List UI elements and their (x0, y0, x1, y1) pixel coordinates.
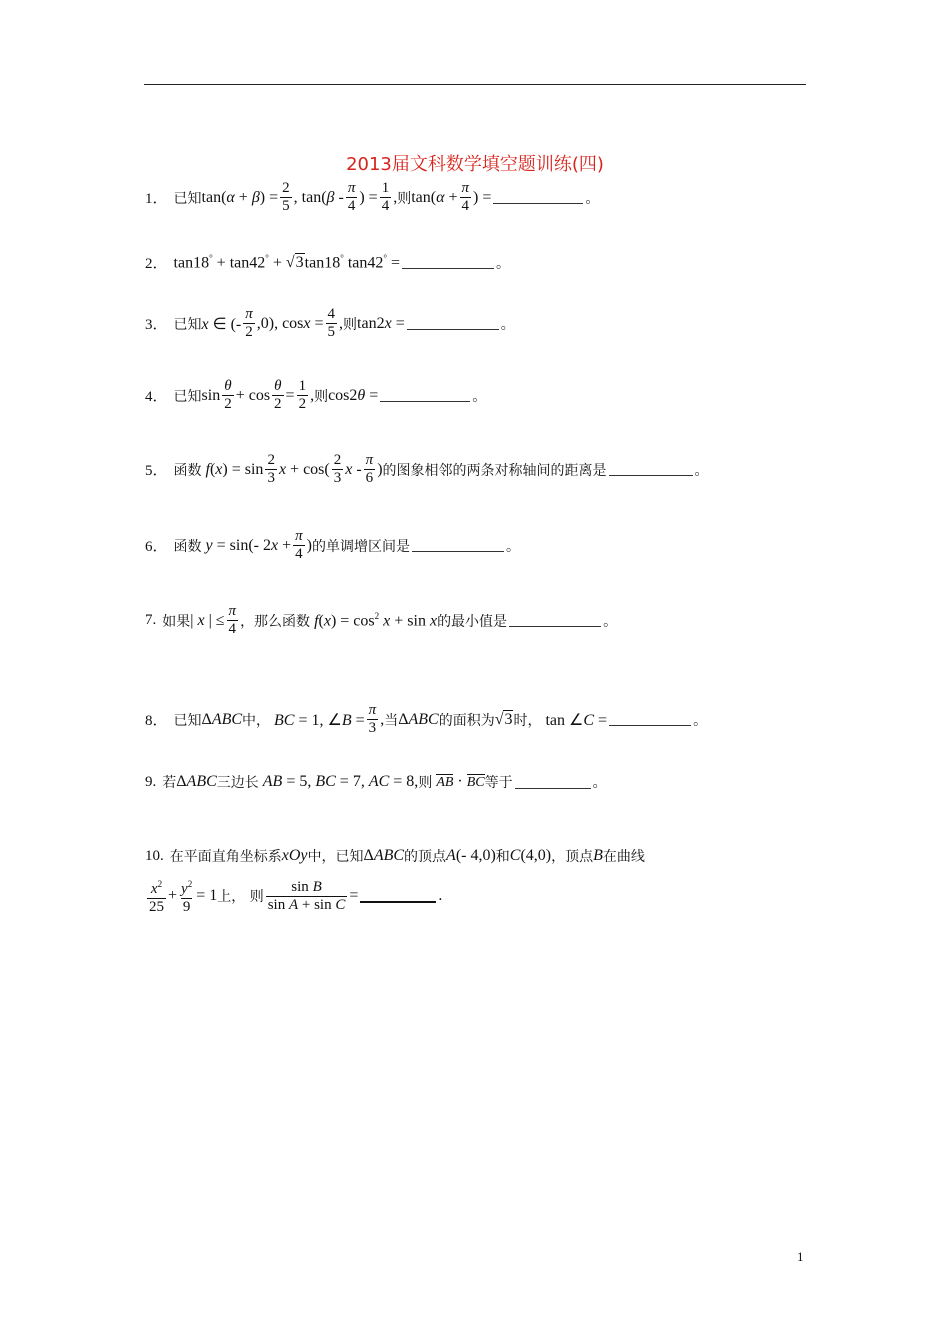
answer-blank[interactable] (493, 191, 583, 204)
page-number: 1 (797, 1249, 804, 1264)
answer-blank[interactable] (509, 614, 601, 627)
page-title: 2013届文科数学填空题训练(四) (346, 154, 604, 175)
answer-blank[interactable] (609, 713, 691, 726)
problem-3: 3． 已知 x ∈ (- $\frac{\pi}{2}$ ,0), cosx = $\frac{4}{5}$ , 则 tan2x = 。 (145, 306, 515, 340)
problem-6: 6． 函数 y = sin(- 2x + $\frac{\pi}{4}$ ) 的单调增区间是 。 (145, 528, 520, 562)
problem-7: 7. 如果 | x | ≤ $\frac{\pi}{4}$ ，那么函数 $f(x) = \cos^2 x + \sin x$ 的最小值是 。 (145, 603, 618, 637)
answer-blank[interactable] (402, 256, 494, 269)
answer-blank[interactable] (515, 776, 591, 789)
problem-10: 10. 在平面直角坐标系 xOy 中，已知 ΔABC 的顶点 A(- 4,0) 和 C(4,0) ，顶点 B 在曲线 (145, 847, 645, 865)
problem-5: 5． 函数 f(x) = sin $\frac{2}{3}$ x + cos( $\frac{2}{3}$ x - $\frac{\pi}{6}$ ) 的图象相邻的两条对称轴间的距离是 。 (145, 452, 709, 486)
problem-9: 9. 若 ΔABC 三边长 AB = 5, BC = 7, AC = 8, 则 AB · BC 等于 。 (145, 773, 607, 791)
problem-1: 1． 已知 tan(α + β) = $\frac{2}{5}$ , tan(β - $\frac{\pi}{4}$ ) = $\frac{1}{4}$ , 则 tan(α + $\frac{\pi}{4}$ ) = 。 (145, 180, 600, 214)
problem-10-line-2: $\frac{x^2}{25}$ + $\frac{y^2}{9}$ = 1 上， 则 $\frac{\text{sin B}}{\text{sin A + sin C}}$ = . (149, 878, 443, 915)
answer-blank[interactable] (412, 539, 504, 552)
answer-blank[interactable] (380, 389, 470, 402)
header-rule (144, 84, 806, 85)
problem-4: 4． 已知 sin $\frac{\theta}{2}$ + cos $\frac{\theta}{2}$ = $\frac{1}{2}$ , 则 cos2θ = 。 (145, 378, 487, 412)
problem-8: 8． 已知 ΔABC 中， BC = 1, ∠B = $\frac{\pi}{3}$ , 当 ΔABC 的面积为 √3 时， tan ∠C = 。 (145, 702, 708, 736)
answer-blank[interactable] (407, 317, 499, 330)
problem-2: 2． tan18° + tan42° + √3tan18° tan42° = 。 (145, 252, 511, 272)
answer-blank[interactable] (609, 463, 693, 476)
answer-blank[interactable] (360, 889, 436, 903)
